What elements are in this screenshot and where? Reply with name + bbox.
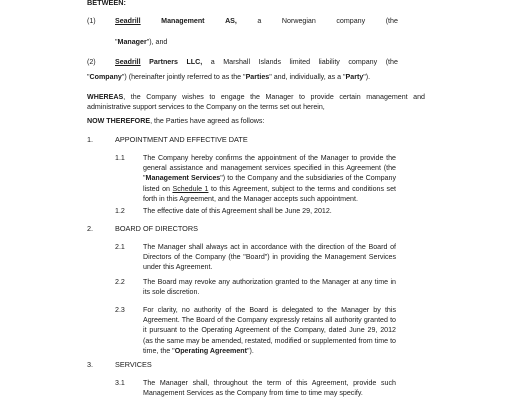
party-1-line-2 <box>115 37 398 47</box>
defined-term-parties: Parties <box>245 73 270 81</box>
party-1-word-6: company <box>336 17 366 25</box>
defined-term-manager: Manager <box>117 38 147 46</box>
between-label: BETWEEN: <box>87 0 126 7</box>
party-2-mid-text-2: " and, individually, as a " <box>269 73 346 81</box>
defined-term-management-services: Management Services <box>145 174 221 183</box>
party-2-suffix: "). <box>363 73 371 81</box>
quote-open: " <box>87 73 90 81</box>
party-2-word-7: limited <box>289 58 311 66</box>
party-2-text <box>115 57 398 67</box>
party-2-word-5: Marshall <box>223 58 251 66</box>
clause-2-3-number: 2.3 <box>115 306 125 314</box>
party-1-word-5: Norwegian <box>281 17 316 25</box>
party-2-mid-text: ") (hereinafter jointly referred to as the " <box>121 73 246 81</box>
section-2-number: 2. <box>87 224 94 233</box>
clause-2-1-text: The Manager shall always act in accordance with the direction of the Board of Directors of the Company (the "Board") in providing the Management Services under this Agreement. <box>143 243 396 272</box>
party-1-name-word-1: Seadrill <box>115 17 141 25</box>
clause-3-1-text: The Manager shall, throughout the term of this Agreement, provide such Management Services as the Company from time to time may specify. <box>143 379 396 398</box>
clause-2-3-part-2: "). <box>246 346 254 355</box>
defined-term-party: Party <box>345 73 364 81</box>
clause-2-1-number: 2.1 <box>115 243 125 251</box>
section-1-number: 1. <box>87 135 94 144</box>
clause-2-3-text <box>143 305 396 356</box>
now-therefore-text: , the Parties have agreed as follows: <box>150 117 265 125</box>
section-3-number: 3. <box>87 360 94 369</box>
clause-1-1-text <box>143 153 396 204</box>
party-2-word-9: company <box>348 58 378 66</box>
party-2-number: (2) <box>87 58 96 66</box>
party-2-line-2 <box>87 72 447 82</box>
party-2-name-word-2: Partners <box>149 58 178 66</box>
clause-1-1-part-2: ") to the Company and the subsidiaries of the Company listed on <box>143 174 396 193</box>
quote-open: " <box>115 38 118 46</box>
party-1-line-1 <box>115 16 398 26</box>
section-2-title: BOARD OF DIRECTORS <box>115 224 198 233</box>
party-2-line-1 <box>115 57 398 67</box>
clause-1-1-part-1: The Company hereby confirms the appointment of the Manager to provide the general assistance and management services specified in this Agreement (the " <box>143 154 396 183</box>
defined-term-operating-agreement: Operating Agreement <box>174 346 247 355</box>
clause-2-2-number: 2.2 <box>115 278 125 286</box>
party-2-name-word-1: Seadrill <box>115 58 141 66</box>
party-2-word-4: a <box>210 58 215 66</box>
clause-2-2-text: The Board may revoke any authorization granted to the Manager at any time in its sole discretion. <box>143 278 396 297</box>
clause-1-1-part-3: to this Agreement, subject to the terms and conditions set forth in this Agreement, and the Manager accepts such appointment. <box>143 184 396 203</box>
now-therefore-label: NOW THEREFORE <box>87 117 151 125</box>
whereas-label: WHEREAS <box>87 93 124 101</box>
now-therefore-recital <box>87 116 425 126</box>
party-1-word-4: a <box>257 17 262 25</box>
party-2-name-word-3: LLC, <box>186 58 203 66</box>
party-1-name-word-2: Management <box>161 17 205 25</box>
section-3-title: SERVICES <box>115 360 152 369</box>
party-2-word-10: (the <box>385 58 398 66</box>
clause-1-2-text: The effective date of this Agreement shall be June 29, 2012. <box>143 207 332 215</box>
party-1-word-7: (the <box>385 17 398 25</box>
clause-1-2-number: 1.2 <box>115 207 125 215</box>
section-1-title: APPOINTMENT AND EFFECTIVE DATE <box>115 135 248 144</box>
whereas-recital <box>87 92 425 112</box>
defined-term-company: Company <box>89 73 122 81</box>
party-2-word-6: Islands <box>258 58 282 66</box>
party-1-suffix: "), and <box>146 38 168 46</box>
party-1-text <box>115 16 398 26</box>
clause-3-1-number: 3.1 <box>115 379 125 387</box>
clause-1-1-number: 1.1 <box>115 154 125 162</box>
clause-2-3-part-1: For clarity, no authority of the Board is delegated to the Manager by this Agreement. The Board of the Company expressly retains all authority granted to it pursuant to the Operating Agreement of the Company, dated June 29, 2012 (as the same may be amended, restated, modified or supplemented from time to time, the " <box>143 306 396 355</box>
party-1-number: (1) <box>87 17 96 25</box>
party-2-word-8: liability <box>318 58 340 66</box>
whereas-text: , the Company wishes to engage the Manager to provide certain management and administrative support services to the Company on the terms set out herein, <box>87 93 425 112</box>
party-1-name-word-3: AS, <box>225 17 237 25</box>
schedule-1-reference: Schedule 1 <box>172 184 209 193</box>
